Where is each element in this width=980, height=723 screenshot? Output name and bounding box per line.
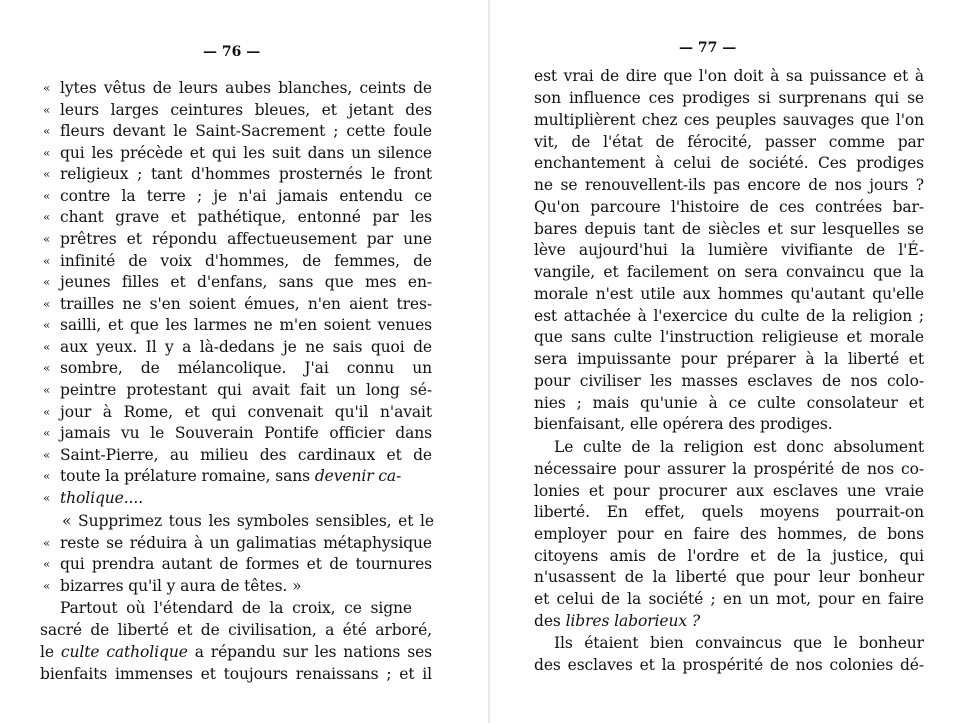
italic-phrase: culte catholique <box>60 643 188 661</box>
italic-phrase: libres laborieux ? <box>565 612 701 630</box>
left-page: — 76 — « lytes vêtus de leurs aubes blanches, ceints de « leurs larges ceintures bleues, et jetant des « fleurs devant le Saint-Sacrement ; cette foule « qui les précède et qui les suit dans un silence « religieux ; tant d'hommes prosternés le front « contre la terre ; je n'ai jamais entendu ce « chant grave et pathétique, entonné par les « prêtres et répondu affectueusement par une « infinité de voix d'hommes, de femmes, de « jeunes filles et d'enfans, sans que mes en- « trailles ne s'en soient émues, n'en aient tres- « sailli, et que les larmes ne m'en soient venues « aux yeux. Il y a là-dedans je ne sais quoi de « sombre, de mélancolique. J'ai connu un « peintre protestant qui avait fait un long sé- « jour à Rome, et qui convenait qu'il n'avait « jamais vu le Souverain Pontife officier dans « Saint-Pierre, au milieu des cardinaux et de « toute la prélature romaine, sans devenir ca- « tholique.... « Supprimez tous les symboles sensibles, et le « reste se réduira à un galimatias métaphysique « qui prendra autant de formes et de tournures « bizarres qu'il y aura de têtes. » Partout où l'étendard de la croix, ce signe sacré de liberté et de civilisation, a été arboré, le culte catholique a répandu sur les nations ses bienfaits immenses et toujours renaissans ; et il <box>40 44 434 683</box>
italic-phrase: devenir ca- <box>314 467 402 485</box>
page-number-right: — 77 — <box>679 40 737 56</box>
right-page: — 77 — est vrai de dire que l'on doit à sa puissance et à son influence ces prodiges si surprenans qui se multiplièrent chez ces peuples sauvages que l'on vit, de l'état de férocité, passer comme par enchantement à celui de société. Ces prodiges ne se renouvellent-ils pas encore de nos jours ? Qu'on parcoure l'histoire de ces contrées bar- bares depuis tant de siècles et sur lesquelles se lève aujourd'hui la lumière vivifiante de l'É- vangile, et facilement on sera convaincu que la morale n'est utile aux hommes qu'autant qu'elle est attachée à l'exercice du culte de la religion ; que sans culte l'instruction religieuse et morale sera impuissante pour préparer à la liberté et pour civiliser les masses esclaves de nos colo- nies ; mais qu'unie à ce culte consolateur et bienfaisant, elle opérera des prodiges. Le culte de la religion est donc absolument nécessaire pour assurer la prospérité de nos co- lonies et pour procurer aux esclaves une vraie liberté. En effet, quels moyens pourrait-on employer pour en faire des hommes, de bons citoyens amis de l'ordre et de la justice, qui n'usassent de la liberté que pour leur bonheur et celui de la société ; en un mot, pour en faire des libres laborieux ? Ils étaient bien convaincus que le bonheur des esclaves et la prospérité de nos colonies dé- <box>534 40 924 674</box>
page-number-left: — 76 — <box>203 44 261 60</box>
